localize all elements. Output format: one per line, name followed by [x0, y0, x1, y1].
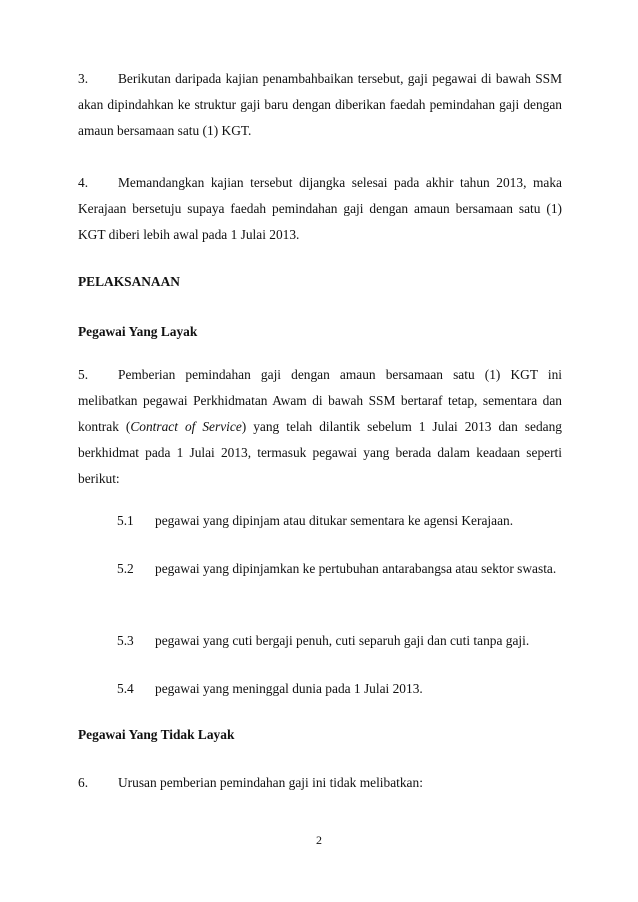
list-item-number: 5.3 — [117, 633, 134, 648]
list-item-text: pegawai yang meninggal dunia pada 1 Julai 2013. — [155, 681, 423, 696]
list-item-text: pegawai yang cuti bergaji penuh, cuti separuh gaji dan cuti tanpa gaji. — [155, 633, 530, 648]
paragraph-text: Urusan pemberian pemindahan gaji ini tidak melibatkan: — [118, 775, 423, 790]
subheading-pegawai-layak: Pegawai Yang Layak — [78, 324, 198, 339]
list-item-number: 5.4 — [117, 681, 134, 696]
paragraph-number: 4. — [78, 175, 89, 190]
subheading-pegawai-tidak-layak: Pegawai Yang Tidak Layak — [78, 727, 235, 742]
paragraph-number: 6. — [78, 775, 89, 790]
paragraph-number: 3. — [78, 71, 89, 86]
paragraph-6 — [78, 770, 562, 796]
paragraph-5 — [78, 362, 562, 492]
paragraph-italic-term: Contract of Service — [130, 419, 242, 434]
paragraph-text-continued: ) yang telah dilantik sebelum 1 Julai 2013 dan sedang berkhidmat pada 1 Julai 2013, termasuk pegawai yang berada dalam keadaan seperti berikut: — [78, 419, 562, 486]
list-item-text: pegawai yang dipinjam atau ditukar sementara ke agensi Kerajaan. — [155, 513, 514, 528]
paragraph-3 — [78, 66, 562, 144]
paragraph-text: Pemberian pemindahan gaji dengan amaun bersamaan satu (1) KGT ini melibatkan pegawai Perkhidmatan Awam di bawah SSM bertaraf tetap, sementara dan kontrak ( — [78, 367, 562, 434]
list-item-number: 5.1 — [117, 513, 134, 528]
section-heading-pelaksanaan: PELAKSANAAN — [78, 274, 180, 289]
list-item-number: 5.2 — [117, 561, 134, 576]
paragraph-text: Memandangkan kajian tersebut dijangka selesai pada akhir tahun 2013, maka Kerajaan bersetuju supaya faedah pemindahan gaji dengan amaun bersamaan satu (1) KGT diberi lebih awal pada 1 Julai 2013. — [78, 175, 562, 242]
paragraph-number: 5. — [78, 367, 89, 382]
paragraph-text: Berikutan daripada kajian penambahbaikan tersebut, gaji pegawai di bawah SSM akan dipindahkan ke struktur gaji baru dengan diberikan faedah pemindahan gaji dengan amaun bersamaan satu (1) KGT. — [78, 71, 562, 138]
paragraph-4 — [78, 170, 562, 248]
list-item-text: pegawai yang dipinjamkan ke pertubuhan antarabangsa atau sektor swasta. — [155, 561, 557, 576]
page-number: 2 — [316, 833, 322, 847]
